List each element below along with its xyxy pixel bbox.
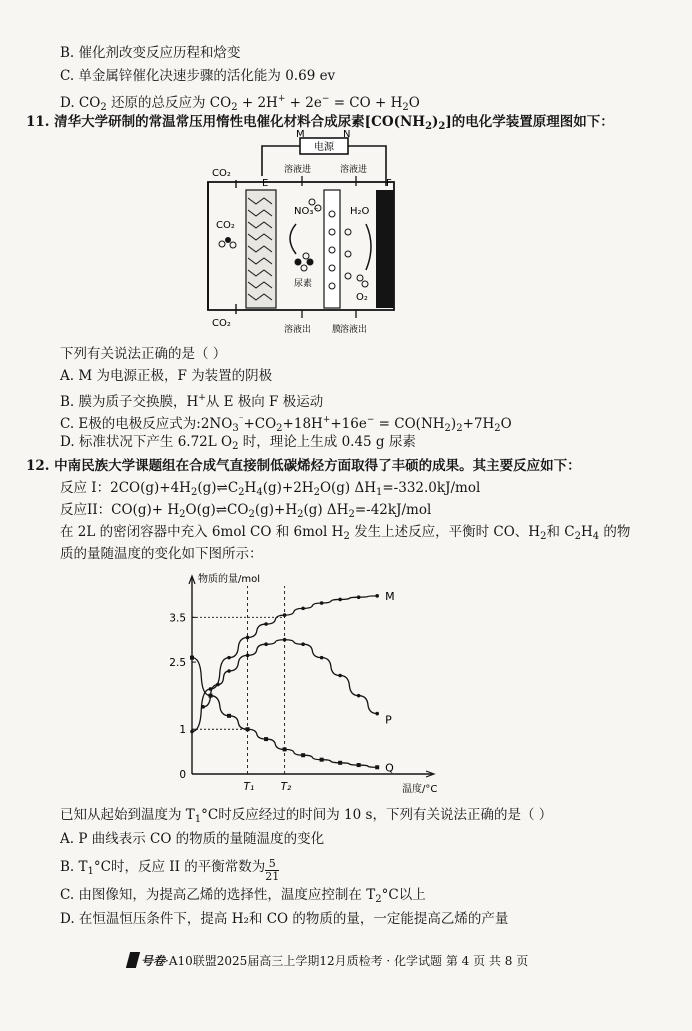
x-tick-label: T₁ — [243, 781, 255, 793]
terminal-n-label: N — [343, 129, 351, 140]
data-point-q — [320, 758, 324, 762]
q11-option-d: D. 标准状况下产生 6.72L $O_2$ 时，理论上生成 0.45 g 尿素 — [60, 434, 416, 452]
membrane-label: 膜 — [332, 325, 342, 335]
chart-labels — [169, 572, 437, 795]
q10-option-d: D. $CO_2$ 还原的总反应为 $CO_2 + 2H^+ + 2e^-$ = CO + $H_2O$ — [60, 94, 420, 113]
series-label-m: M — [385, 589, 395, 603]
solution-in-2-label: 溶液进 — [340, 165, 368, 175]
solution-out-2-label: 溶液出 — [340, 325, 368, 335]
chart-guides — [192, 586, 285, 774]
q12-option-d: D. 在恒温恒压条件下，提高 H₂和 CO 的物质的量，一定能提高乙烯的产量 — [60, 911, 509, 927]
co2-chamber-label: CO₂ — [216, 220, 235, 231]
y-tick-label: 0 — [179, 769, 186, 781]
electrode-e-label: E — [262, 178, 269, 189]
electrode-f-label: F — [386, 178, 392, 189]
data-point-m — [301, 607, 305, 611]
page-footer: 号卷·A10联盟2025届高三上学期12月质检考 · 化学试题 第 4 页 共 8 页 — [128, 952, 528, 970]
x-axis-title: 温度/°C — [402, 784, 438, 795]
co2-bottom-label: CO₂ — [212, 318, 231, 329]
co2-top-label: CO₂ — [212, 168, 231, 179]
data-point-p — [201, 705, 205, 709]
nitrate-label: NO₃⁻ — [294, 206, 319, 217]
data-point-p — [283, 638, 287, 642]
y-axis-title: 物质的量/mol — [198, 574, 261, 585]
data-point-p — [246, 654, 250, 658]
data-point-q — [246, 727, 250, 731]
data-point-p — [301, 642, 305, 646]
publisher-logo-text: 号卷 — [141, 954, 166, 968]
data-point-m — [320, 601, 324, 605]
data-point-m — [375, 594, 379, 598]
electrochemical-device-diagram — [200, 128, 412, 336]
amount-vs-temperature-chart — [150, 568, 440, 800]
data-point-m — [283, 613, 287, 617]
reaction-1: 反应 I：$2CO(g)+4H_2(g)\rightleftharpoons C_2H_4(g)+2H_2O(g)$ $\Delta H_1=-332.0kJ$/mol — [60, 480, 481, 498]
data-point-m — [227, 656, 231, 660]
data-point-q — [190, 656, 194, 660]
q10-option-b: B. 催化剂改变反应历程和焓变 — [60, 45, 241, 61]
data-point-p — [216, 683, 220, 687]
q12-condition-line-2: 质的量随温度的变化如下图所示： — [60, 546, 263, 562]
q11-option-a: A. M 为电源正极，F 为装置的阴极 — [60, 368, 273, 384]
power-source-label: 电源 — [314, 142, 334, 153]
data-point-p — [227, 669, 231, 673]
data-point-p — [338, 674, 342, 678]
y-tick-label: 2.5 — [169, 657, 186, 670]
q10-option-c: C. 单金属锌催化决速步骤的活化能为 0.69 ev — [60, 68, 336, 84]
data-point-p — [264, 642, 268, 646]
data-point-q — [375, 765, 379, 769]
data-point-q — [264, 737, 268, 741]
electrode-f — [376, 190, 394, 308]
data-point-p — [357, 694, 361, 698]
equilibrium-constant-fraction: $\frac{5}{21}$ — [265, 857, 280, 883]
data-point-m — [190, 730, 194, 734]
q11-option-c: C. E极的电极反应式为$:2NO_3^{^-}+CO_2+18H^++16e^- = CO(NH_2)_2+7H_2O$ — [60, 415, 512, 434]
reaction-2: 反应II：$CO(g)+ H_2O(g)\rightleftharpoons CO_2(g)+H_2(g)$ $\Delta H_2=-42kJ$/mol — [60, 502, 432, 520]
data-point-q — [357, 763, 361, 767]
q11-option-b: B. 膜为质子交换膜，H+从 E 极向 F 极运动 — [60, 393, 324, 410]
q12-given: 已知从起始到温度为 $T_1^\circ C$时反应经过的时间为 10 s，下列有关说法正确的是（ ） — [60, 807, 553, 825]
publisher-logo-icon — [126, 952, 140, 968]
terminal-m-label: M — [296, 129, 305, 140]
data-point-m — [338, 598, 342, 602]
q12-option-b: B. $T_1^\circ C$时，反应 II 的平衡常数为 $\frac{5}{21}$ — [60, 857, 280, 883]
q12-condition-line-1: 在 2L 的密闭容器中充入 6mol CO 和 6mol $H_2$ 发生上述反应，平衡时 CO、$H_2$和 $C_2H_4$ 的物 — [60, 524, 631, 542]
data-point-p — [375, 712, 379, 716]
x-tick-label: T₂ — [280, 781, 292, 793]
membrane — [324, 190, 340, 308]
data-point-q — [209, 694, 213, 698]
data-point-m — [246, 636, 250, 640]
q12-option-a: A. P 曲线表示 CO 的物质的量随温度的变化 — [60, 831, 325, 847]
y-tick-label: 1 — [179, 724, 186, 737]
data-point-q — [227, 714, 231, 718]
data-point-m — [357, 595, 361, 599]
data-point-q — [283, 747, 287, 751]
urea-label: 尿素 — [294, 279, 313, 289]
q12-option-c: C. 由图像知，为提高乙烯的选择性，温度应控制在 $T_2^\circ C$以上 — [60, 887, 426, 905]
y-tick-label: 3.5 — [169, 612, 186, 625]
data-point-q — [301, 753, 305, 757]
data-point-p — [320, 656, 324, 660]
data-point-m — [264, 622, 268, 626]
series-line-p — [203, 640, 377, 714]
q11-stem: 11. 清华大学研制的常温常压用惰性电催化材料合成尿素$[CO(NH_2)_2]$的电化学装置原理图如下： — [26, 114, 614, 132]
electrode-e — [246, 190, 276, 308]
solution-out-1-label: 溶液出 — [284, 325, 312, 335]
series-label-p: P — [385, 713, 392, 727]
footer-text: A10联盟2025届高三上学期12月质检考 · 化学试题 第 4 页 共 8 页 — [168, 954, 529, 968]
solution-in-1-label: 溶液进 — [284, 165, 312, 175]
series-label-q: Q — [385, 761, 394, 775]
water-label: H₂O — [350, 206, 370, 217]
oxygen-label: O₂ — [356, 292, 368, 303]
q12-stem: 12. 中南民族大学课题组在合成气直接制低碳烯烃方面取得了丰硕的成果。其主要反应如下： — [26, 458, 581, 474]
data-point-q — [338, 761, 342, 765]
q11-prompt: 下列有关说法正确的是（ ） — [60, 346, 227, 362]
